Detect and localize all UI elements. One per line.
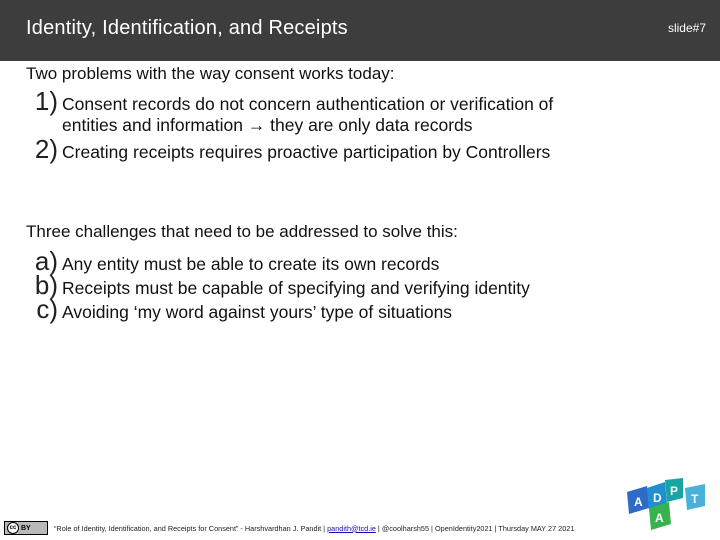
slide-footer bbox=[4, 518, 634, 538]
slide-title: Identity, Identification, and Receipts bbox=[26, 17, 348, 39]
challenge-text-a: Any entity must be able to create its own records bbox=[62, 254, 440, 274]
svg-text:P: P bbox=[670, 484, 679, 498]
svg-text:A: A bbox=[655, 511, 664, 525]
svg-text:A: A bbox=[634, 495, 643, 509]
challenge-marker-a: a) bbox=[34, 246, 58, 276]
problem-text-1-continuation: entities and information → they are only data records bbox=[62, 115, 473, 135]
slide-number: slide#7 bbox=[667, 21, 706, 35]
problem-item-2 bbox=[2, 134, 551, 164]
footer-text-before: “Role of Identity, Identification, and Receipts for Consent” - Harshvardhan J. Pandit | bbox=[54, 523, 328, 533]
challenge-text-c: Avoiding ‘my word against yours’ type of situations bbox=[62, 302, 453, 322]
problem-item-1 bbox=[2, 86, 554, 116]
slide-header bbox=[0, 0, 720, 61]
challenge-text-b: Receipts must be capable of specifying and verifying identity bbox=[62, 278, 530, 298]
svg-text:D: D bbox=[653, 491, 662, 505]
challenge-item-c bbox=[2, 294, 453, 324]
footer-citation bbox=[54, 524, 574, 533]
challenge-item-a bbox=[2, 246, 440, 276]
challenges-lead: Three challenges that need to be addressed to solve this: bbox=[26, 222, 458, 241]
problems-lead: Two problems with the way consent works today: bbox=[26, 64, 395, 83]
problem-text-1: Consent records do not concern authentication or verification of bbox=[62, 94, 554, 114]
adapt-logo-icon bbox=[625, 478, 711, 532]
problem-text-2: Creating receipts requires proactive participation by Controllers bbox=[62, 142, 551, 162]
cc-license-icon: cc BY bbox=[4, 521, 48, 535]
footer-text-after: | @coolharsh55 | OpenIdentity2021 | Thursday MAY 27 2021 bbox=[375, 523, 575, 533]
challenge-marker-c: c) bbox=[36, 294, 58, 324]
challenge-item-b bbox=[2, 270, 530, 300]
author-email-link[interactable]: pandith@tcd.ie bbox=[327, 523, 376, 533]
svg-text:T: T bbox=[691, 492, 699, 506]
challenge-marker-b: b) bbox=[34, 270, 58, 300]
problem-marker-2: 2) bbox=[34, 134, 58, 164]
problem-marker-1: 1) bbox=[34, 86, 58, 116]
